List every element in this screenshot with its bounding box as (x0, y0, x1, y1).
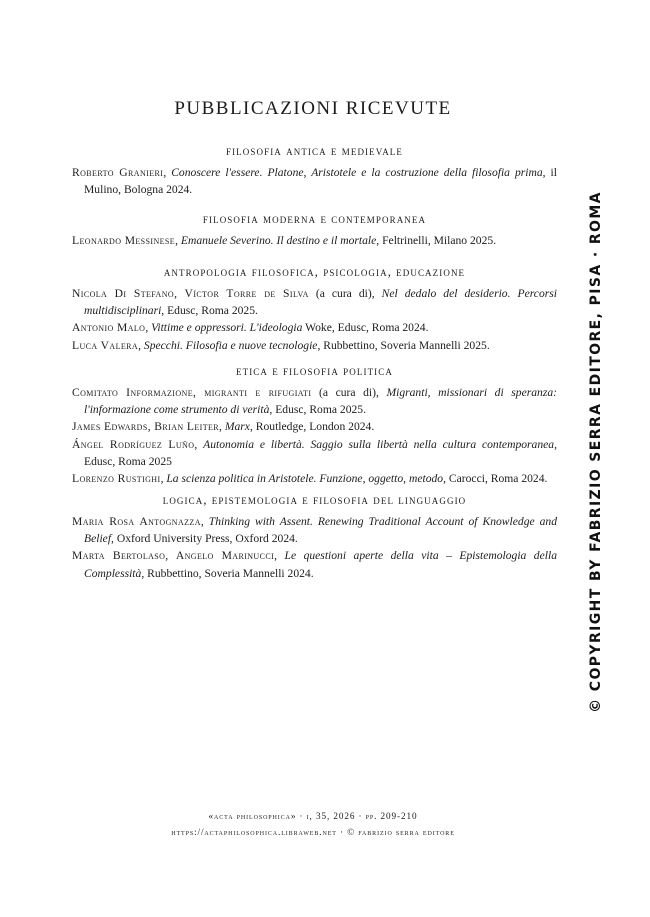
entry-title: Nel dedalo del desiderio. Percorsi multidisciplinari (84, 287, 557, 318)
entry-publisher: , Carocci, Roma 2024. (443, 472, 548, 486)
entry-title: Emanuele Severino. Il destino e il mortale (180, 234, 377, 247)
entry-publisher: , il Mulino, Bologna 2024. (84, 166, 557, 197)
entry-separator: , (138, 338, 144, 352)
bibliography-entry (72, 337, 557, 354)
entry-separator: , (145, 321, 152, 335)
entry-separator: , (175, 234, 181, 247)
entry-title: Specchi. Filosofia e nuove tecnologie (143, 338, 318, 352)
entry-publisher: , Oxford University Press, Oxford 2024. (111, 532, 298, 546)
bibliography-entry (72, 547, 557, 581)
entry-title: Conoscere l'essere. Platone, Aristotele e la costruzione della filosofia prima (171, 166, 543, 179)
entry-separator (311, 386, 319, 399)
entry-author: Marta Bertolaso, Angelo Marinucci (72, 549, 275, 563)
entry-title: La scienza politica in Aristotele. Funzione, oggetto, metodo (166, 472, 444, 486)
page-title: PUBBLICAZIONI RICEVUTE (174, 98, 452, 119)
entry-list (72, 285, 557, 354)
entry-title: Thinking with Assent. Renewing Traditional Account of Knowledge and Belief (84, 515, 558, 546)
entry-separator: , (274, 549, 285, 563)
entry-separator: , (160, 472, 167, 486)
entry-author: Nicola Di Stefano, Víctor Torre de Silva (72, 287, 309, 300)
section-logic-epistemology (72, 493, 557, 508)
entry-separator (309, 287, 316, 300)
entry-separator: , (219, 420, 225, 434)
entry-list (72, 232, 557, 249)
entry-title: Marx (224, 420, 250, 434)
section-ethics-politics (72, 364, 557, 379)
entry-publisher: , Edusc, Roma 2025. (269, 403, 366, 417)
entry-publisher: , Routledge, London 2024. (249, 420, 375, 434)
section-modern-contemporary (72, 212, 557, 227)
entry-author: Leonardo Messinese (72, 234, 176, 247)
entry-list (72, 164, 557, 198)
entry-author: Lorenzo Rustighi (72, 472, 161, 486)
entry-title: Autonomia e libertà. Saggio sulla libertà nella cultura contemporanea (203, 437, 555, 451)
bibliography-entry (72, 513, 557, 547)
bibliography-entry (72, 285, 557, 319)
section-heading: antropologia filosofica, psicologia, educazione (163, 265, 466, 279)
section-heading: filosofia antica e medievale (225, 144, 403, 158)
bibliography-entry (72, 384, 557, 418)
entry-publisher: , Edusc, Roma 2024. (331, 321, 429, 335)
entry-publisher: , Edusc, Roma 2025 (84, 437, 558, 468)
section-heading: etica e filosofia politica (236, 364, 393, 378)
section-ancient-medieval (72, 144, 557, 159)
entry-list (72, 384, 557, 487)
entry-author: Ángel Rodríguez Luño (72, 437, 195, 451)
entry-title: Migranti, missionari di speranza: l'informazione come strumento di verità (84, 386, 557, 417)
footer-journal-url: https://actaphilosophica.libraweb.net · © fabrizio serra editore (171, 827, 455, 837)
entry-publisher: , Rubbettino, Soveria Mannelli 2025. (317, 338, 490, 352)
section-heading: filosofia moderna e contemporanea (202, 212, 427, 226)
entry-author: Luca Valera (72, 338, 139, 352)
section-anthropology (72, 265, 557, 280)
entry-publisher: , Feltrinelli, Milano 2025. (376, 234, 497, 247)
entry-author: Maria Rosa Antognazza (72, 515, 201, 528)
bibliography-entry (72, 232, 557, 249)
entry-editor-note: (a cura di), (315, 287, 382, 300)
entry-author: Roberto Granieri (72, 166, 164, 179)
entry-list (72, 513, 557, 582)
entry-separator: , (194, 437, 204, 451)
entry-title: Vittime e oppressori. L'ideologia (151, 321, 303, 335)
entry-publisher: , Rubbettino, Soveria Mannelli 2024. (141, 566, 314, 580)
entry-separator: , (163, 166, 172, 179)
bibliography-entry (72, 418, 557, 435)
entry-author: Comitato Informazione, migranti e rifugiati (72, 386, 312, 399)
bibliography-entry (72, 470, 557, 487)
entry-title-suffix: Woke (302, 321, 332, 335)
entry-separator: , (200, 515, 209, 528)
section-heading: logica, epistemologia e filosofia del linguaggio (162, 493, 467, 507)
entry-title: Le questioni aperte della vita – Epistemologia della Complessità (84, 549, 557, 580)
entry-author: Antonio Malo (72, 321, 146, 335)
entry-publisher: , Edusc, Roma 2025. (161, 304, 258, 318)
bibliography-entry (72, 436, 557, 470)
bibliography-entry (72, 164, 557, 198)
entry-editor-note: (a cura di), (318, 386, 387, 399)
entry-author: James Edwards, Brian Leiter (72, 420, 220, 434)
copyright-text: © COPYRIGHT BY FABRIZIO SERRA EDITORE, PISA · ROMA (588, 191, 604, 713)
bibliography-entry (72, 319, 557, 336)
footer-journal-citation: «acta philosophica» · i, 35, 2026 · pp. 209-210 (208, 811, 418, 821)
